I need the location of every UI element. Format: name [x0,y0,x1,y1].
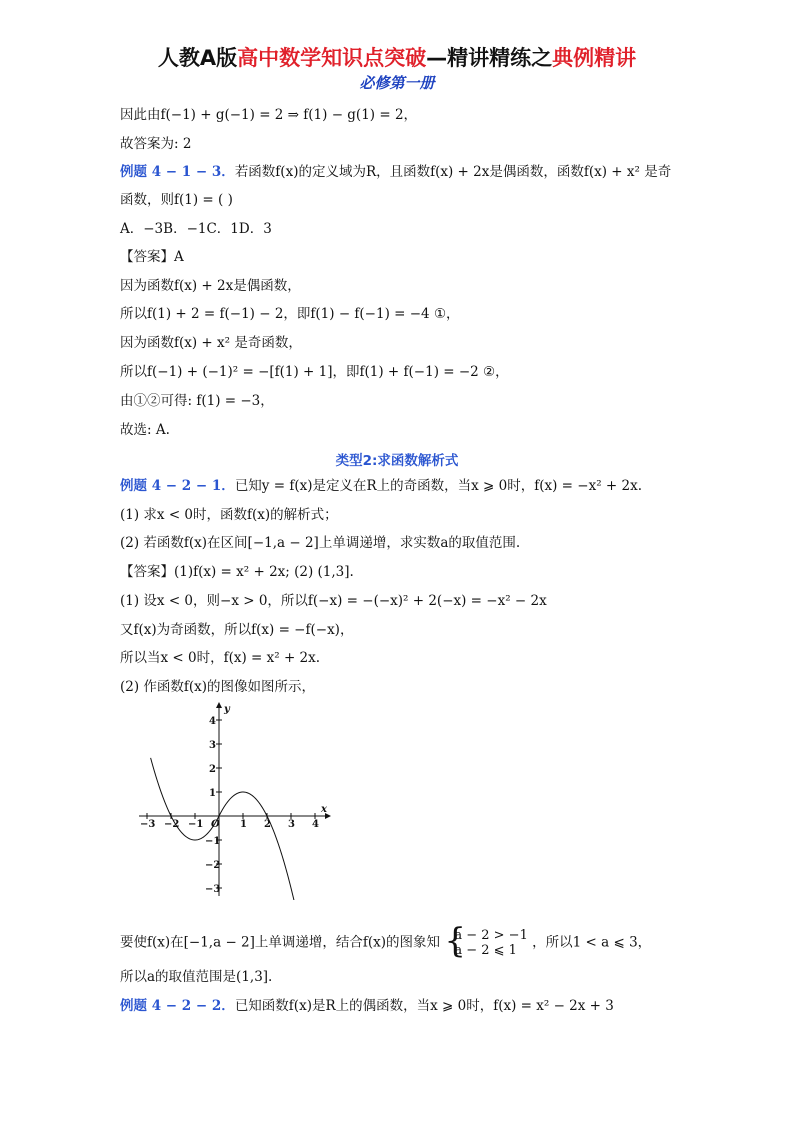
case-line: a − 2 > −1 [454,928,528,943]
text-line: 所以a的取值范围是(1,3]. [120,969,273,985]
x-tick-label: −1 [188,819,204,830]
case-line: a − 2 ⩽ 1 [454,943,517,958]
x-tick-label: −3 [140,819,156,830]
text-line: (1) 设x < 0，则−x > 0，所以f(−x) = −(−x)² + 2(−x) = −x² − 2x [120,593,547,609]
example-heading [120,163,671,181]
text-line: 所以f(1) + 2 = f(−1) − 2，即f(1) − f(−1) = −4 ①， [120,306,460,322]
y-axis-arrow [216,702,222,708]
example-text: 若函数f(x)的定义域为R，且函数f(x) + 2x是偶函数，函数f(x) + x² 是奇 [234,164,672,180]
y-tick-label: 1 [209,788,216,799]
x-tick-label: 2 [264,819,271,830]
header-part3: —精讲精练之 [426,46,553,70]
answer-line: 【答案】(1)f(x) = x² + 2x; (2) (1,3]. [120,564,354,580]
text-line: (2) 若函数f(x)在区间[−1,a − 2]上单调递增，求实数a的取值范围. [120,535,521,551]
text-fragment: 要使f(x)在[−1,a − 2]上单调递增，结合f(x)的图象知 [120,934,441,951]
page-subheader: 必修第一册 [359,74,435,92]
y-tick-label: −1 [205,836,221,847]
y-tick-label: −3 [205,884,221,895]
text-line: (1) 求x < 0时，函数f(x)的解析式； [120,507,338,523]
page-header [0,42,794,72]
example-heading [120,997,614,1015]
text-line: 因此由f(−1) + g(−1) = 2 ⇒ f(1) − g(1) = 2， [120,107,418,123]
example-text: 已知y = f(x)是定义在R上的奇函数，当x ⩾ 0时，f(x) = −x² + 2x. [234,478,643,494]
header-part2: 高中数学知识点突破 [237,46,427,70]
y-axis-label: y [224,704,230,715]
text-line: 故选: A. [120,422,170,438]
example-text: 已知函数f(x)是R上的偶函数，当x ⩾ 0时，f(x) = x² − 2x + 3 [234,998,614,1014]
x-tick-label: 3 [288,819,295,830]
brace-symbol: { [444,921,466,961]
text-line: 又f(x)为奇函数，所以f(x) = −f(−x)， [120,622,354,638]
x-axis-label: x [321,804,327,815]
origin-label: O [211,819,220,830]
text-line: 因为函数f(x) + 2x是偶函数， [120,278,301,294]
x-tick-label: 4 [312,819,319,830]
example-label: 例题 4 − 1 − 3． [120,164,235,180]
text-line: 函数，则f(1) = ( ) [120,192,233,208]
answer-line: 【答案】A [120,249,184,265]
example-label: 例题 4 − 2 − 1． [120,478,235,494]
x-tick-label: −2 [164,819,180,830]
section-heading: 类型2:求函数解析式 [335,453,459,469]
text-line: 所以f(−1) + (−1)² = −[f(1) + 1]，即f(1) + f(−1) = −2 ②， [120,364,509,380]
text-line: 所以当x < 0时，f(x) = x² + 2x. [120,650,321,666]
function-graph [135,700,335,900]
y-tick-label: 4 [209,716,216,727]
text-line: 由①②可得: f(1) = −3， [120,393,274,409]
text-line [120,921,652,961]
header-part4: 典例精讲 [552,46,637,70]
y-tick-label: 2 [209,764,216,775]
example-heading [120,477,642,495]
y-tick-label: −2 [205,860,221,871]
header-part1: 人教A版 [157,46,238,70]
y-tick-label: 3 [209,740,216,751]
text-line: 因为函数f(x) + x² 是奇函数， [120,335,302,351]
text-line: 故答案为: 2 [120,136,192,152]
text-fragment: ，所以1 < a ⩽ 3， [532,934,652,951]
inequality-system [444,921,528,961]
text-line: (2) 作函数f(x)的图像如图所示， [120,679,316,695]
example-label: 例题 4 − 2 − 2． [120,998,235,1014]
x-tick-label: 1 [240,819,247,830]
options-line: A．−3B．−1C．1D．3 [120,221,272,237]
